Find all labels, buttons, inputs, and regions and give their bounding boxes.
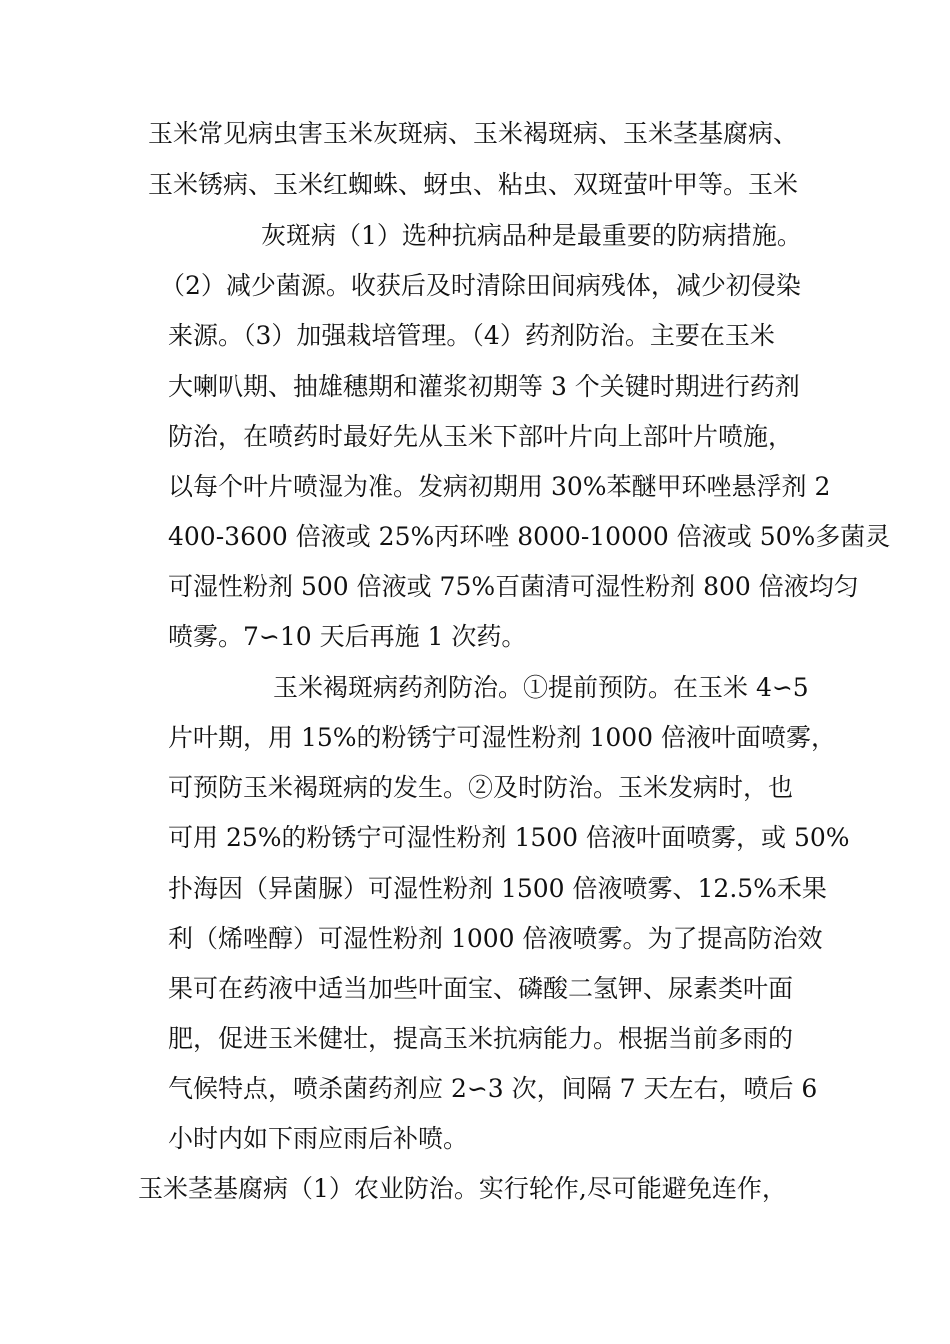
- text-line-11: 喷雾。7∽10 天后再施 1 次药。: [168, 622, 527, 651]
- text-line-22: 玉米茎基腐病（1）农业防治。实行轮作,尽可能避免连作，: [138, 1174, 787, 1203]
- text-line-7: 防治，在喷药时最好先从玉米下部叶片向上部叶片喷施，: [168, 422, 794, 451]
- text-line-10: 可湿性粉剂 500 倍液或 75%百菌清可湿性粉剂 800 倍液均匀: [168, 572, 859, 601]
- text-line-20: 气候特点，喷杀菌药剂应 2∽3 次，间隔 7 天左右，喷后 6: [168, 1074, 818, 1103]
- text-line-16: 扑海因（异菌脲）可湿性粉剂 1500 倍液喷雾、12.5%禾果: [168, 874, 827, 903]
- text-line-17: 利（烯唑醇）可湿性粉剂 1000 倍液喷雾。为了提高防治效: [168, 924, 823, 953]
- text-line-14: 可预防玉米褐斑病的发生。②及时防治。玉米发病时，也: [168, 773, 794, 802]
- text-line-3: 灰斑病（1）选种抗病品种是最重要的防病措施。: [261, 221, 802, 250]
- text-line-18: 果可在药液中适当加些叶面宝、磷酸二氢钾、尿素类叶面: [168, 974, 794, 1003]
- text-line-6: 大喇叭期、抽雄穗期和灌浆初期等 3 个关键时期进行药剂: [168, 372, 800, 401]
- text-line-19: 肥，促进玉米健壮，提高玉米抗病能力。根据当前多雨的: [168, 1024, 794, 1053]
- text-line-1: 玉米常见病虫害玉米灰斑病、玉米褐斑病、玉米茎基腐病、: [148, 119, 799, 148]
- text-line-21: 小时内如下雨应雨后补喷。: [168, 1124, 469, 1153]
- text-line-2: 玉米锈病、玉米红蜘蛛、蚜虫、粘虫、双斑萤叶甲等。玉米: [148, 170, 799, 199]
- text-line-9: 400-3600 倍液或 25%丙环唑 8000-10000 倍液或 50%多菌灵: [168, 522, 891, 551]
- text-line-15: 可用 25%的粉锈宁可湿性粉剂 1500 倍液叶面喷雾，或 50%: [168, 823, 850, 852]
- text-line-5: 来源。（3）加强栽培管理。（4）药剂防治。主要在玉米: [168, 321, 775, 350]
- text-line-4: （2）减少菌源。收获后及时清除田间病残体，减少初侵染: [160, 271, 801, 300]
- text-line-8: 以每个叶片喷湿为准。发病初期用 30%苯醚甲环唑悬浮剂 2: [168, 472, 831, 501]
- text-line-12: 玉米褐斑病药剂防治。①提前预防。在玉米 4∽5: [273, 673, 809, 702]
- text-line-13: 片叶期，用 15%的粉锈宁可湿性粉剂 1000 倍液叶面喷雾，: [168, 723, 837, 752]
